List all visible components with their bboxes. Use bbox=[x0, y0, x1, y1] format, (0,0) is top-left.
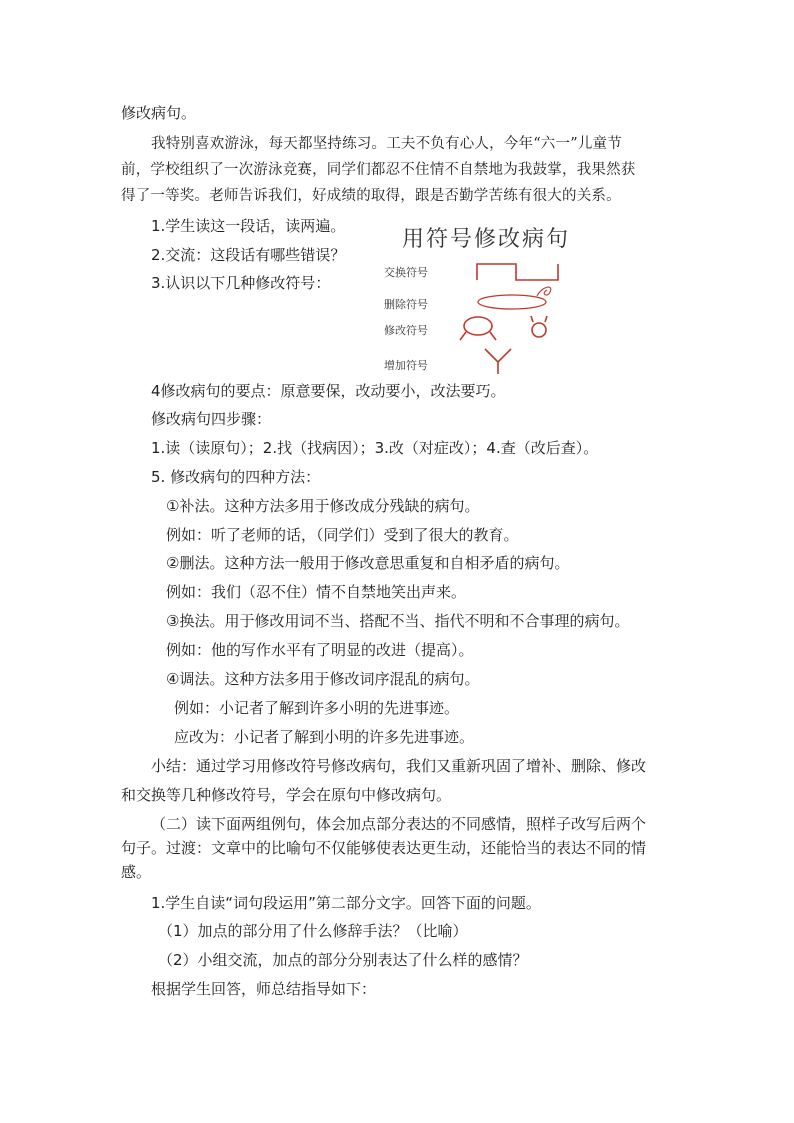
passage-line-3: 得了一等奖。老师告诉我们，好成绩的取得，跟是否勤学苦练有很大的关系。 bbox=[121, 188, 621, 204]
method-add-example: 例如：听了老师的话，（同学们）受到了很大的教育。 bbox=[166, 526, 519, 544]
figure-title: 用符号修改病句 bbox=[402, 227, 571, 252]
four-methods-heading: 5. 修改病句的四种方法： bbox=[151, 468, 321, 486]
method-replace: ③换法。用于修改用词不当、搭配不当、指代不明和不合事理的病句。 bbox=[166, 612, 630, 630]
key-points: 4修改病句的要点：原意要保，改动要小，改法要巧。 bbox=[151, 382, 506, 400]
method-reorder-correction: 应改为：小记者了解到小明的许多先进事迹。 bbox=[174, 728, 475, 746]
label-modify-symbol: 修改符号 bbox=[384, 324, 428, 337]
part-two-line-3: 感。 bbox=[121, 863, 152, 881]
passage-line-2: 前，学校组织了一次游泳竞赛，同学们都忍不住情不自禁地为我鼓掌，我果然获 bbox=[121, 162, 636, 178]
method-add: ①补法。这种方法多用于修改成分残缺的病句。 bbox=[166, 497, 480, 515]
swap-symbol-icon bbox=[477, 264, 558, 280]
teacher-summary: 根据学生回答，师总结指导如下： bbox=[151, 980, 377, 998]
label-insert-symbol: 增加符号 bbox=[384, 359, 428, 372]
correction-symbols-figure bbox=[372, 216, 606, 376]
method-replace-example: 例如：他的写作水平有了明显的改进（提高）。 bbox=[166, 641, 474, 659]
step-discuss: 2.交流：这段话有哪些错误？ bbox=[151, 246, 346, 264]
four-steps-heading: 修改病句四步骤： bbox=[151, 410, 272, 428]
part-two-line-2: 句子。过渡：文章中的比喻句不仅能够使表达更生动，还能恰当的表达不同的情 bbox=[121, 839, 647, 857]
modify-symbol-icon bbox=[464, 317, 492, 335]
self-read-task: 1.学生自读“词句段运用”第二部分文字。回答下面的问题。 bbox=[151, 894, 541, 912]
insert-symbol-icon bbox=[485, 349, 511, 362]
modify-small-symbol-icon bbox=[532, 323, 546, 337]
summary-line-2: 和交换等几种修改符号，学会在原句中修改病句。 bbox=[121, 786, 452, 804]
passage-line-1: 我特别喜欢游泳，每天都坚持练习。工夫不负有心人，今年“六一”儿童节 bbox=[151, 136, 622, 152]
step-read: 1.学生读这一段话，读两遍。 bbox=[151, 217, 346, 235]
label-swap-symbol: 交换符号 bbox=[384, 266, 428, 279]
method-reorder-example: 例如：小记者了解到许多小明的先进事迹。 bbox=[174, 699, 460, 717]
four-steps: 1.读（读原句）；2.找（找病因）；3.改（对症改）；4.查（改后查）。 bbox=[151, 439, 599, 457]
summary-line-1: 小结：通过学习用修改符号修改病句，我们又重新巩固了增补、删除、修改 bbox=[151, 757, 647, 775]
delete-symbol-icon bbox=[478, 295, 546, 309]
step-symbols: 3.认识以下几种修改符号： bbox=[151, 274, 331, 292]
method-delete: ②删法。这种方法一般用于修改意思重复和自相矛盾的病句。 bbox=[166, 554, 570, 572]
method-reorder: ④调法。这种方法多用于修改词序混乱的病句。 bbox=[166, 670, 480, 688]
question-2: （2）小组交流，加点的部分分别表达了什么样的感情？ bbox=[158, 951, 528, 969]
text-line-1: 修改病句。 bbox=[121, 104, 197, 122]
question-1: （1）加点的部分用了什么修辞手法？（比喻） bbox=[158, 922, 468, 940]
label-delete-symbol: 删除符号 bbox=[384, 298, 428, 311]
method-delete-example: 例如：我们（忍不住）情不自禁地笑出声来。 bbox=[166, 583, 467, 601]
delete-curl-icon bbox=[537, 287, 551, 296]
part-two-line-1: （二）读下面两组例句，体会加点部分表达的不同感情，照样子改写后两个 bbox=[151, 815, 647, 833]
symbols-drawing bbox=[372, 216, 606, 376]
